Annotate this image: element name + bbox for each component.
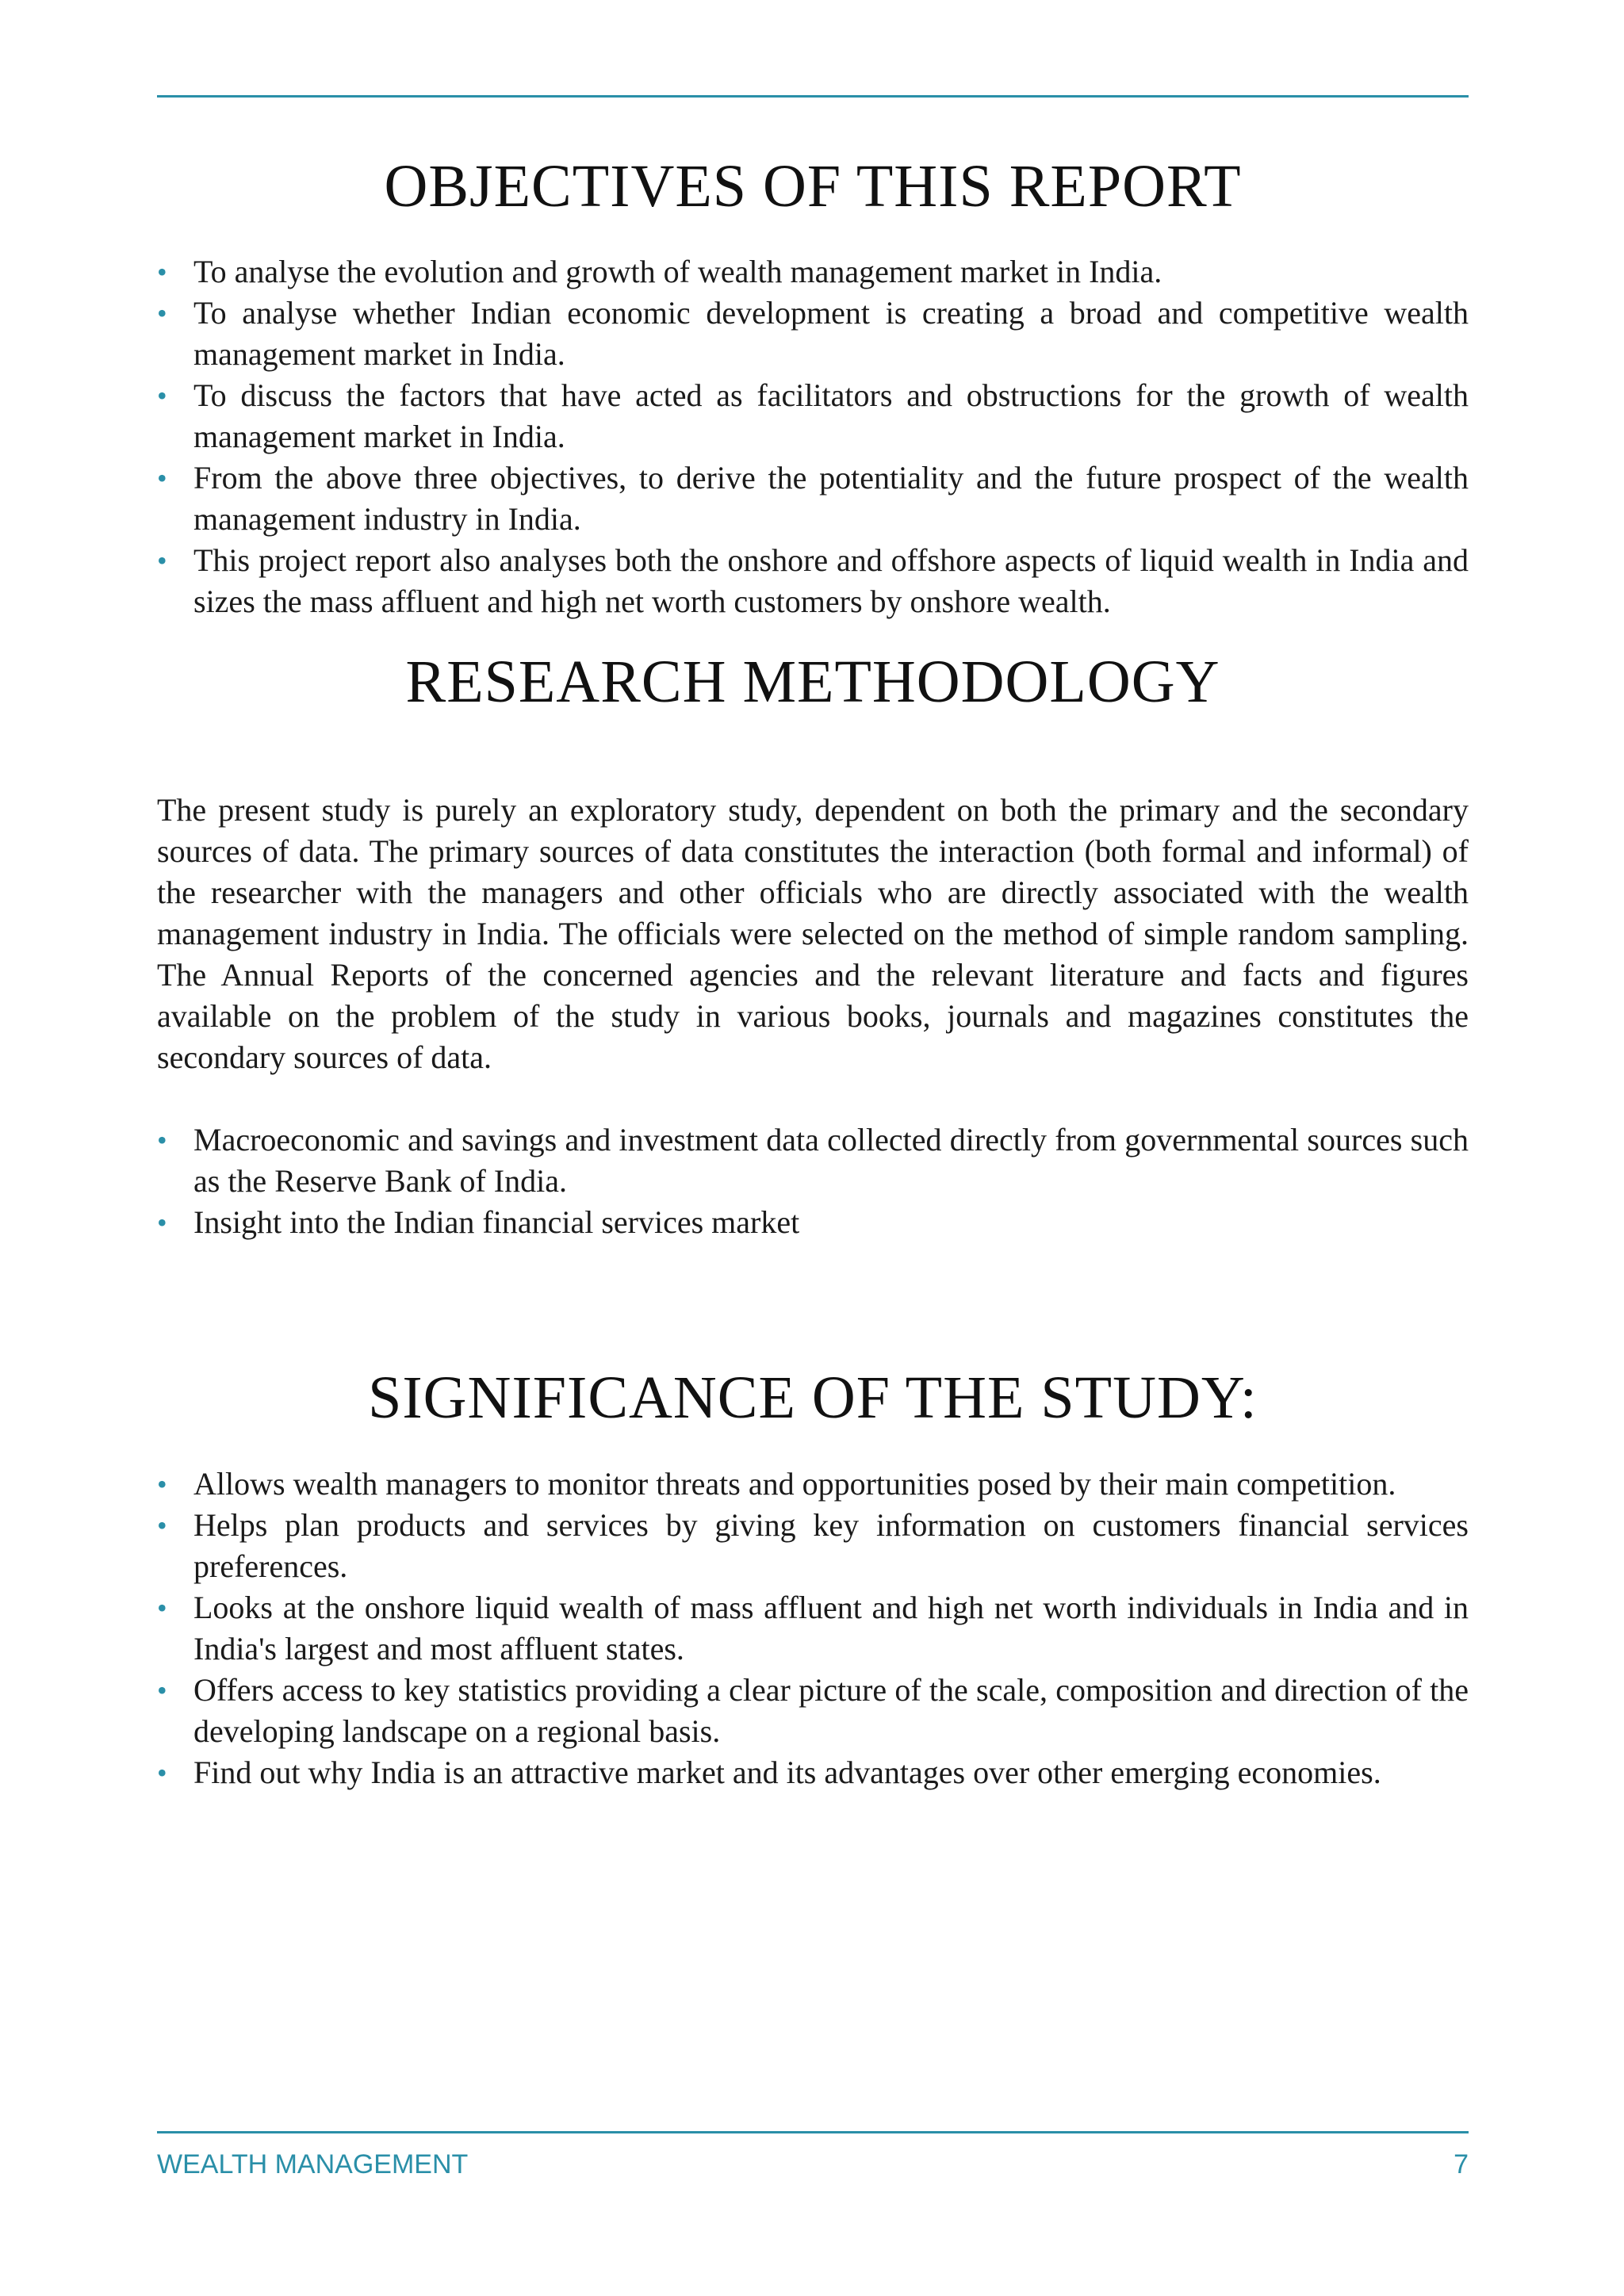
- list-item: • To discuss the factors that have acted as facilitators and obstructions for the growth of wealth management market in India.: [157, 375, 1469, 457]
- objectives-list: [157, 251, 1469, 622]
- bullet-icon: •: [157, 297, 167, 330]
- list-item: • Looks at the onshore liquid wealth of mass affluent and high net worth individuals in India and in India's largest and most affluent states.: [157, 1587, 1469, 1670]
- research-paragraph: The present study is purely an exploratory study, dependent on both the primary and the secondary sources of data. The primary sources of data constitutes the interaction (both formal and informal) of the researcher with the managers and other officials who are directly associated with the wealth management industry in India. The officials were selected on the method of simple random sampling. The Annual Reports of the concerned agencies and the relevant literature and facts and figures available on the problem of the study in various books, journals and magazines constitutes the secondary sources of data.: [157, 792, 1469, 1076]
- bullet-icon: •: [157, 1468, 167, 1500]
- bullet-icon: •: [157, 1756, 167, 1789]
- list-item: • Allows wealth managers to monitor threats and opportunities posed by their main competition.: [157, 1464, 1469, 1505]
- footer-rule: [157, 2131, 1469, 2133]
- bullet-icon: •: [157, 545, 167, 577]
- footer-title: WEALTH MANAGEMENT: [157, 2149, 469, 2179]
- research-section: [157, 646, 1469, 1243]
- list-item: • From the above three objectives, to derive the potentiality and the future prospect of the wealth management industry in India.: [157, 457, 1469, 540]
- list-item: • To analyse the evolution and growth of wealth management market in India.: [157, 251, 1469, 293]
- list-item: • To analyse whether Indian economic development is creating a broad and competitive wealth management market in India.: [157, 293, 1469, 375]
- document-page: [157, 0, 1469, 2296]
- research-title: RESEARCH METHODOLOGY: [405, 649, 1220, 716]
- header-rule: [157, 95, 1469, 98]
- bullet-icon: •: [157, 1124, 167, 1157]
- bullet-icon: •: [157, 380, 167, 412]
- research-list: [157, 1119, 1469, 1243]
- significance-title: SIGNIFICANCE OF THE STUDY:: [368, 1364, 1258, 1432]
- significance-section: [157, 1362, 1469, 1793]
- list-item: • Offers access to key statistics providing a clear picture of the scale, composition and direction of the developing landscape on a regional basis.: [157, 1670, 1469, 1752]
- bullet-icon: •: [157, 1674, 167, 1706]
- objectives-section: [157, 151, 1469, 622]
- objectives-title: OBJECTIVES OF THIS REPORT: [384, 153, 1242, 220]
- page-content: [157, 151, 1469, 1793]
- list-item: • Find out why India is an attractive market and its advantages over other emerging economies.: [157, 1752, 1469, 1793]
- bullet-icon: •: [157, 1591, 167, 1624]
- list-item: • This project report also analyses both the onshore and offshore aspects of liquid wealth in India and sizes the mass affluent and high net worth customers by onshore wealth.: [157, 540, 1469, 622]
- bullet-icon: •: [157, 1509, 167, 1541]
- significance-list: [157, 1464, 1469, 1793]
- bullet-icon: •: [157, 256, 167, 289]
- bullet-icon: •: [157, 462, 167, 495]
- bullet-icon: •: [157, 1207, 167, 1239]
- list-item: • Insight into the Indian financial services market: [157, 1202, 1469, 1243]
- page-number: 7: [1454, 2149, 1469, 2179]
- list-item: • Macroeconomic and savings and investment data collected directly from governmental sources such as the Reserve Bank of India.: [157, 1119, 1469, 1202]
- list-item: • Helps plan products and services by giving key information on customers financial services preferences.: [157, 1505, 1469, 1587]
